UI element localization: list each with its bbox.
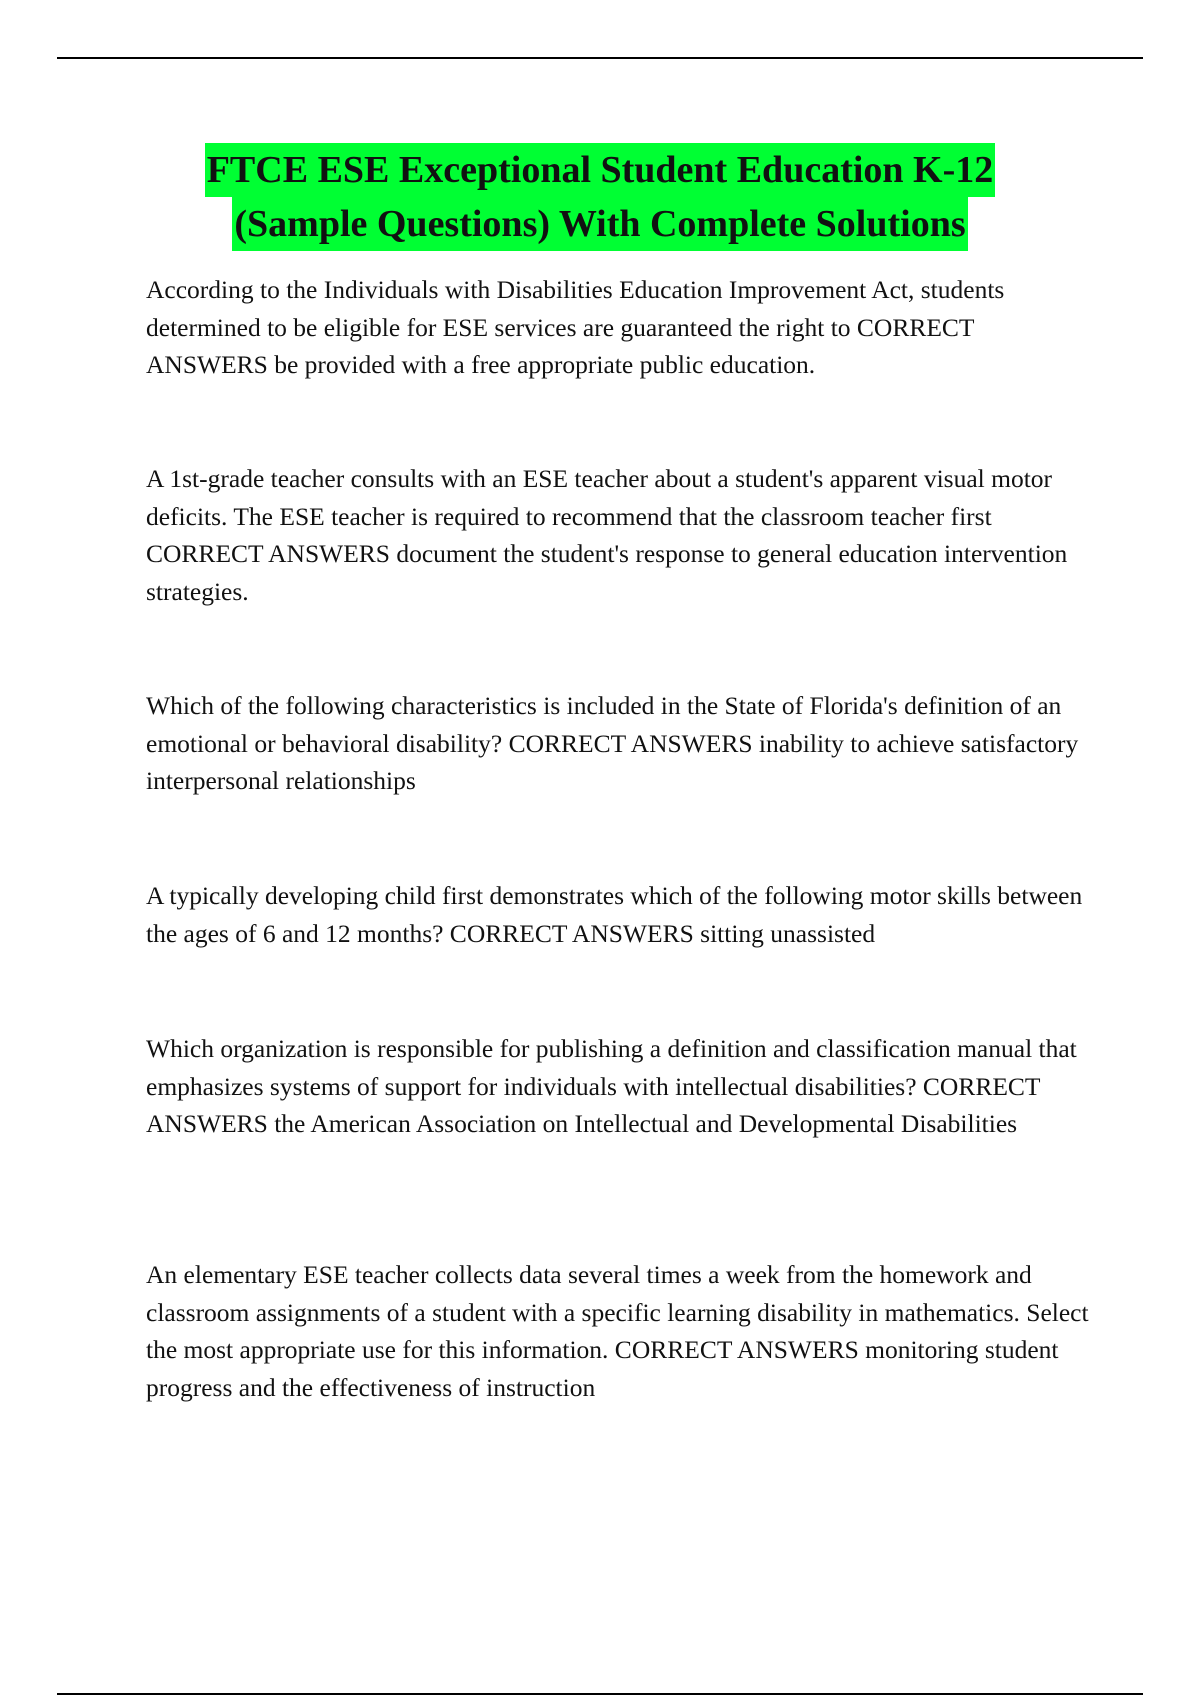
top-rule [57, 57, 1143, 59]
bottom-rule [57, 1693, 1143, 1695]
qa-item-1: According to the Individuals with Disabilities Education Improvement Act, students determined to be eligible for ESE services are guaranteed the right to CORRECT ANSWERS be provided with a free appropriate public education. [146, 275, 1005, 379]
qa-item-6: An elementary ESE teacher collects data several times a week from the homework and classroom assignments of a student with a specific learning disability in mathematics. Select the most appropriate use for this information. CORRECT ANSWERS monitoring student progress and the effectiveness of instruction [146, 1260, 1089, 1402]
qa-item-2: A 1st-grade teacher consults with an ESE teacher about a student's apparent visual motor deficits. The ESE teacher is required to recommend that the classroom teacher first CORRECT ANSWERS document the student's response to general education intervention strategies. [146, 464, 1068, 606]
title-line-1: FTCE ESE Exceptional Student Education K-12 [205, 143, 996, 197]
page-title [0, 143, 1200, 251]
title-line-2: (Sample Questions) With Complete Solutions [232, 197, 967, 251]
qa-item-5: Which organization is responsible for publishing a definition and classification manual that emphasizes systems of support for individuals with intellectual disabilities? CORRECT ANSWERS the American Association on Intellectual and Developmental Disabilities [146, 1034, 1077, 1138]
qa-item-3: Which of the following characteristics is included in the State of Florida's definition of an emotional or behavioral disability? CORRECT ANSWERS inability to achieve satisfactory interpersonal relationships [146, 691, 1079, 795]
qa-item-4: A typically developing child first demonstrates which of the following motor skills between the ages of 6 and 12 months? CORRECT ANSWERS sitting unassisted [146, 881, 1083, 948]
